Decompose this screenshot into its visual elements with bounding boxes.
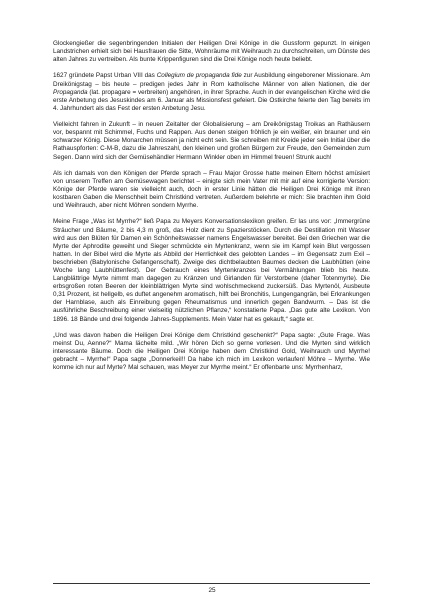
italic-term: Collegium de propaganda fide <box>156 72 242 80</box>
footer-divider <box>53 583 370 584</box>
paragraph-zukunft <box>53 121 370 161</box>
text-segment: Vielleicht fahren in Zukunft – in neuen Zeitalter der Globalisierung – am Dreikönigstag Troikas an Rathäusern vor, bespannt mit Schimmel, Fuchs und Rappen. Aus denen steigen fröhlich je ein weißer, ein brauner und ein schwarzer König. Diese Monarchen müssen ja nicht echt sein. Sie schreiben mit Kreide jeder sein Initial über die Rathauspforten: C-M-B, dazu die Jahreszahl, den kleinen und großen Bürgern zur Freude, den Gemeinden zum Segen. Dann wird sich der Gemüsehändler Hermann Winkler oben im Himmel freuen! Strunk auch! <box>53 121 370 161</box>
paragraph-pferde <box>53 170 370 210</box>
text-segment: (lat. propagare = verbreiten) angehören, in ihrer Sprache. Auch in der evangelischen Kirche wird die erste Anbetung des Jesuskindes am 6. Januar als Missionsfest gefeiert. Die Ostkirche feierte den Tag bereits im 4. Jahrhundert als das Fest der ersten Anbetung Jesu. <box>53 88 370 112</box>
paragraph-dialog <box>53 332 370 372</box>
paragraph-myrrhe <box>53 218 370 323</box>
text-segment: 1627 gründete Papst Urban VIII das <box>53 72 157 80</box>
text-segment: Meine Frage „Was ist Myrrhe?“ ließ Papa zu Meyers Konversationslexikon greifen. Er las uns vor: „Immergrüne Sträucher und Bäume, 2 bis 4,3 m groß, das Holz dient zu Spazierstöcken. Durch die Destillation mit Wasser wird aus den Blüten für Damen ein Schönheitswasser namens Engelswasser bereitet. Bei den Griechen war die Myrte der Aphrodite geweiht und Sieger schmückte ein Myrtenkranz, wenn sie im Kampf kein Blut vergossen hatten. In der Bibel wird die Myrte als Abbild der Herrlichkeit des gelobten Landes – im Gegensatz zum Exil – beschrieben (Babylonische Gefangenschaft). Zweige des dichtbelaubten Baumes decken die Laubhütten (eine Woche lang Laubhüttenfest). Der Gebrauch eines Myrtenkranzes bei Vermählungen blieb bis heute. Langblättrige Myrte nimmt man dagegen zu Kränzen und Girlanden für Verstorbene (daher Totenmyrte). Die erbsgroßen roten Beeren der kleinblättrigen Myrte sind wohlschmeckend zuckersüß. Das Myrtenöl, Ausbeute 0,31 Prozent, ist hellgelb, es duftet angenehm aromatisch, hilft bei Bronchitis, Lungengangrän, bei Erkrankungen der Harnblase, auch als Einreibung gegen Rheumatismus und innerlich gegen Bandwurm. – Das ist die ausführliche Beschreibung einer vielseitig nützlichen Pflanze,“ konstatierte Papa. „Das gute alte Lexikon. Von 1896. 18 Bände und drei folgende Jahres-Supplements. Mein Vater hat es gekauft,“ sagte er. <box>53 218 370 323</box>
paragraph-glockengiesser <box>53 40 370 64</box>
paragraph-urban <box>53 72 370 112</box>
italic-term: Propaganda <box>53 88 88 96</box>
text-segment: Glockengießer die segenbringenden Initialen der Heiligen Drei Könige in die Gussform gepunzt. In einigen Landstrichen erhielt sich bei Hausfrauen die Sitte, Wohnräume mit Weihrauch zu durchschreiten, um Dünste des alten Jahres zu vertreiben. Als bunte Krippenfiguren sind die Drei Könige noch heute beliebt. <box>53 40 370 64</box>
text-segment: Als ich damals von den Königen der Pferde sprach – Frau Major Grosse hatte meinen Eltern höchst amüsiert von unserem Treffen am Gemüsewagen berichtet – einigte sich mein Vater mit mir auf eine korrigierte Version: Könige der Pferde waren sie vielleicht auch, doch in erster Linie hätten die Heiligen Drei Könige mit ihren kostbaren Gaben die Menschheit beim Christkind vertreten. Außerdem belehrte er mich: Sie brachten ihm Gold und Weihrauch, aber nicht Möhren sondern Myrrhe. <box>53 169 370 210</box>
body-text <box>53 40 370 372</box>
page-number: 25 <box>208 587 216 594</box>
text-segment: zur Ausbildung eingeborener Missionare. Am Dreikönigstag – bis heute – predigen jedes Jahr in Rom katholische Männer von allen Nationen, die der <box>53 72 370 88</box>
text-segment: „Und was davon haben die Heiligen Drei Könige dem Christkind geschenkt?“ Papa sagte: „Gute Frage. Was meinst Du, Aenne?“ Mama lächelte mild. „Wir hören Dich so gerne vorlesen. Und die Myrten sind wirklich interessante Bäume. Doch die Heiligen Drei Könige haben dem Christkind Gold, Weihrauch und Myrrhe! gebracht – Myrrhe!“ Papa sagte „Donnerkeil!! Da habe ich mich im Lexikon verlaufen! Möhre – Myrrhe. Wie komme ich nur auf Myrte? Mal schauen, was Meyer zur Myrrhe meint.“ Er offenbarte uns: Myrrhenharz, <box>53 331 370 372</box>
